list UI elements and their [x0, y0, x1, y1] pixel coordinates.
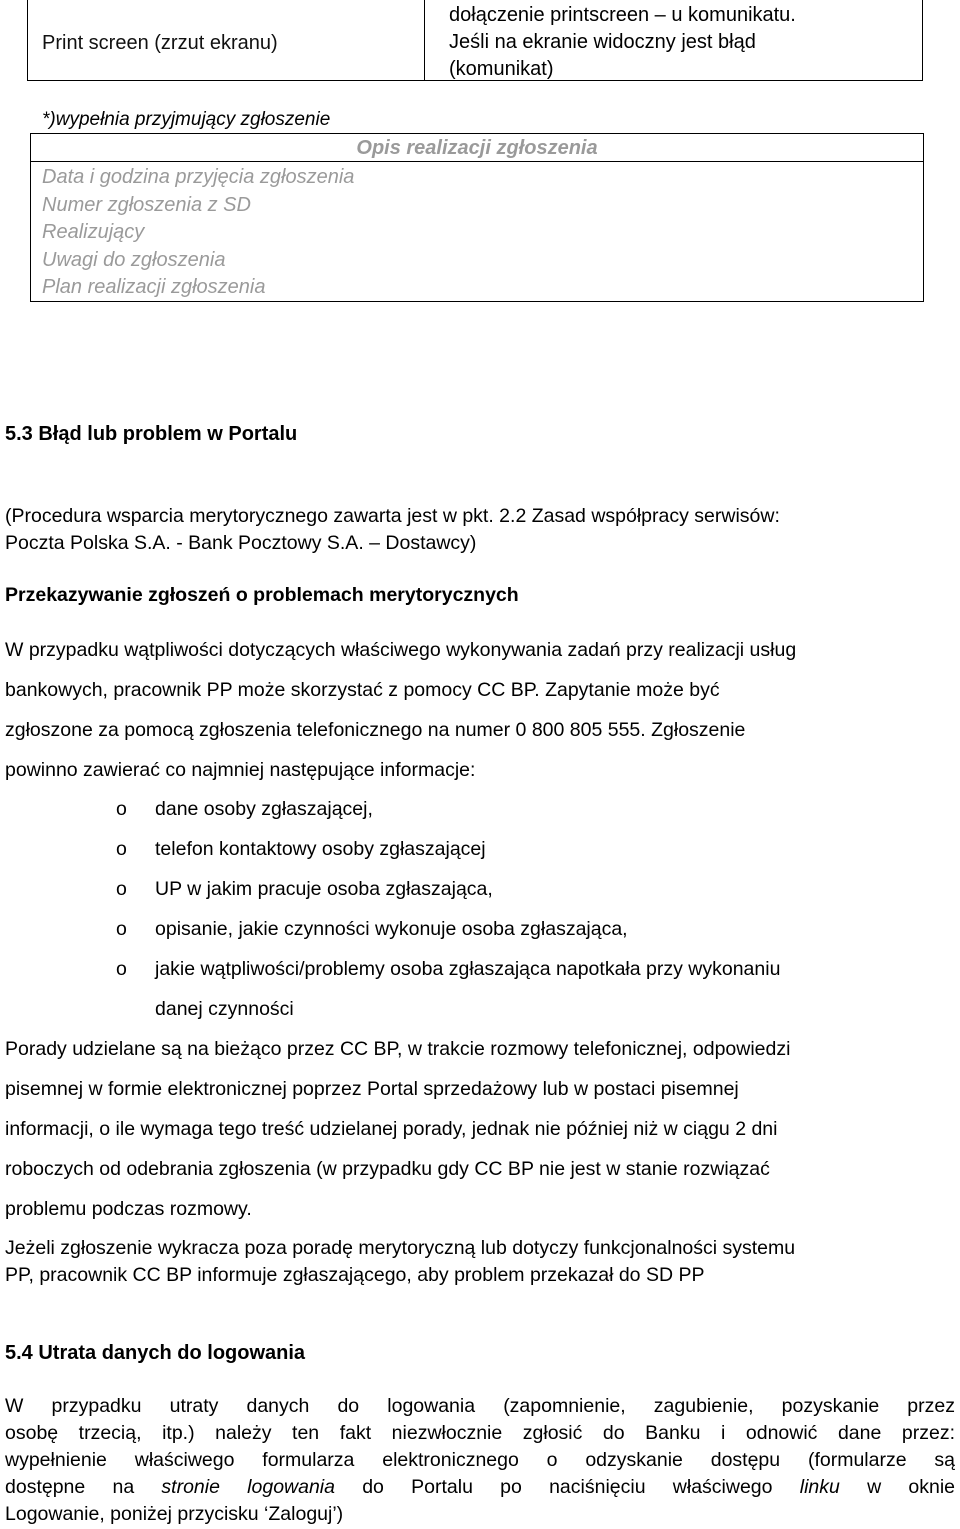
- opis-realizacji-table: [30, 133, 924, 302]
- text-line: osobę trzecią, itp.) należy ten fakt niezwłocznie zgłosić do Banku i odnowić dane przez:: [5, 1422, 955, 1444]
- table-row: Plan realizacji zgłoszenia: [42, 276, 266, 298]
- table-row: Uwagi do zgłoszenia: [42, 248, 226, 271]
- text-fragment: w oknie: [839, 1476, 956, 1498]
- bullet: o: [116, 878, 127, 900]
- list-item-continuation: [0, 989, 780, 1029]
- list-item-text: dane osoby zgłaszającej,: [155, 798, 373, 820]
- table-row: Data i godzina przyjęcia zgłoszenia: [42, 166, 355, 188]
- cell-print-screen: Print screen (zrzut ekranu): [42, 32, 278, 54]
- paragraph-5-4: [5, 1393, 955, 1528]
- text-fragment: do Portalu po naciśnięciu właściwego: [334, 1476, 800, 1498]
- text-line: W przypadku wątpliwości dotyczących właściwego wykonywania zadań przy realizacji usług: [5, 639, 797, 661]
- list-item: [0, 789, 780, 829]
- paragraph-2: [5, 1029, 955, 1229]
- bullet: o: [116, 918, 127, 940]
- text-line: Logowanie, poniżej przycisku ‘Zaloguj’): [5, 1503, 344, 1525]
- description-line: Jeśli na ekranie widoczny jest błąd: [449, 31, 756, 53]
- info-list: [0, 789, 780, 1029]
- list-item-text: danej czynności: [155, 998, 294, 1020]
- text-line: wypełnienie właściwego formularza elektronicznego o odzyskanie dostępu (formularze są: [5, 1449, 955, 1471]
- bullet: o: [116, 838, 127, 860]
- section-heading-5-3: 5.3 Błąd lub problem w Portalu: [5, 423, 298, 445]
- table-row: Realizujący: [42, 221, 145, 243]
- section-heading-5-4: 5.4 Utrata danych do logowania: [5, 1342, 306, 1364]
- subheading: Przekazywanie zgłoszeń o problemach merytorycznych: [5, 584, 519, 606]
- text-line: Poczta Polska S.A. - Bank Pocztowy S.A. – Dostawcy): [5, 532, 477, 554]
- text-line: informacji, o ile wymaga tego treść udzielanej porady, jednak nie później niż w ciągu 2 dni: [5, 1118, 778, 1140]
- list-item: [0, 909, 780, 949]
- text-line: Jeżeli zgłoszenie wykracza poza poradę merytoryczną lub dotyczy funkcjonalności systemu: [5, 1237, 796, 1259]
- list-item: [0, 869, 780, 909]
- paragraph-3: [5, 1235, 955, 1289]
- procedure-note: [5, 503, 955, 557]
- text-line: W przypadku utraty danych do logowania (zapomnienie, zagubienie, pozyskanie przez: [5, 1395, 955, 1417]
- list-item: [0, 829, 780, 869]
- text-line: zgłoszone za pomocą zgłoszenia telefonicznego na numer 0 800 805 555. Zgłoszenie: [5, 719, 746, 741]
- text-line: Porady udzielane są na bieżąco przez CC BP, w trakcie rozmowy telefonicznej, odpowiedzi: [5, 1038, 791, 1060]
- table-row: Numer zgłoszenia z SD: [42, 193, 251, 216]
- table-header-text: Opis realizacji zgłoszenia: [356, 137, 598, 159]
- login-page-reference: stronie logowania: [161, 1476, 335, 1498]
- text-line: (Procedura wsparcia merytorycznego zawarta jest w pkt. 2.2 Zasad współpracy serwisów:: [5, 505, 780, 527]
- table-header: [31, 134, 923, 162]
- text-line: bankowych, pracownik PP może skorzystać z pomocy CC BP. Zapytanie może być: [5, 679, 720, 701]
- description-line: dołączenie printscreen – u komunikatu.: [449, 4, 796, 26]
- list-item-text: UP w jakim pracuje osoba zgłaszająca,: [155, 878, 493, 900]
- table-rows: [42, 164, 354, 302]
- list-item-text: telefon kontaktowy osoby zgłaszającej: [155, 838, 486, 860]
- bullet: o: [116, 958, 127, 980]
- table-cell-label: [28, 0, 425, 80]
- list-item-text: opisanie, jakie czynności wykonuje osoba zgłaszająca,: [155, 918, 628, 940]
- link-reference: linku: [799, 1476, 840, 1498]
- text-line: problemu podczas rozmowy.: [5, 1198, 252, 1220]
- paragraph-1: [5, 630, 955, 790]
- table-cell-description: [449, 2, 919, 83]
- description-line: (komunikat): [449, 58, 554, 80]
- bullet: o: [116, 798, 127, 820]
- list-item: [0, 949, 780, 989]
- text-fragment: dostępne na: [5, 1476, 162, 1498]
- text-line: [5, 1474, 955, 1501]
- text-line: PP, pracownik CC BP informuje zgłaszającego, aby problem przekazał do SD PP: [5, 1264, 705, 1286]
- list-item-text: jakie wątpliwości/problemy osoba zgłaszająca napotkała przy wykonaniu: [155, 958, 781, 980]
- text-line: roboczych od odebrania zgłoszenia (w przypadku gdy CC BP nie jest w stanie rozwiązać: [5, 1158, 770, 1180]
- text-line: pisemnej w formie elektronicznej poprzez Portal sprzedażowy lub w postaci pisemnej: [5, 1078, 739, 1100]
- text-line: powinno zawierać co najmniej następujące informacje:: [5, 759, 476, 781]
- print-screen-table: [27, 0, 923, 81]
- footnote: *)wypełnia przyjmujący zgłoszenie: [42, 109, 331, 130]
